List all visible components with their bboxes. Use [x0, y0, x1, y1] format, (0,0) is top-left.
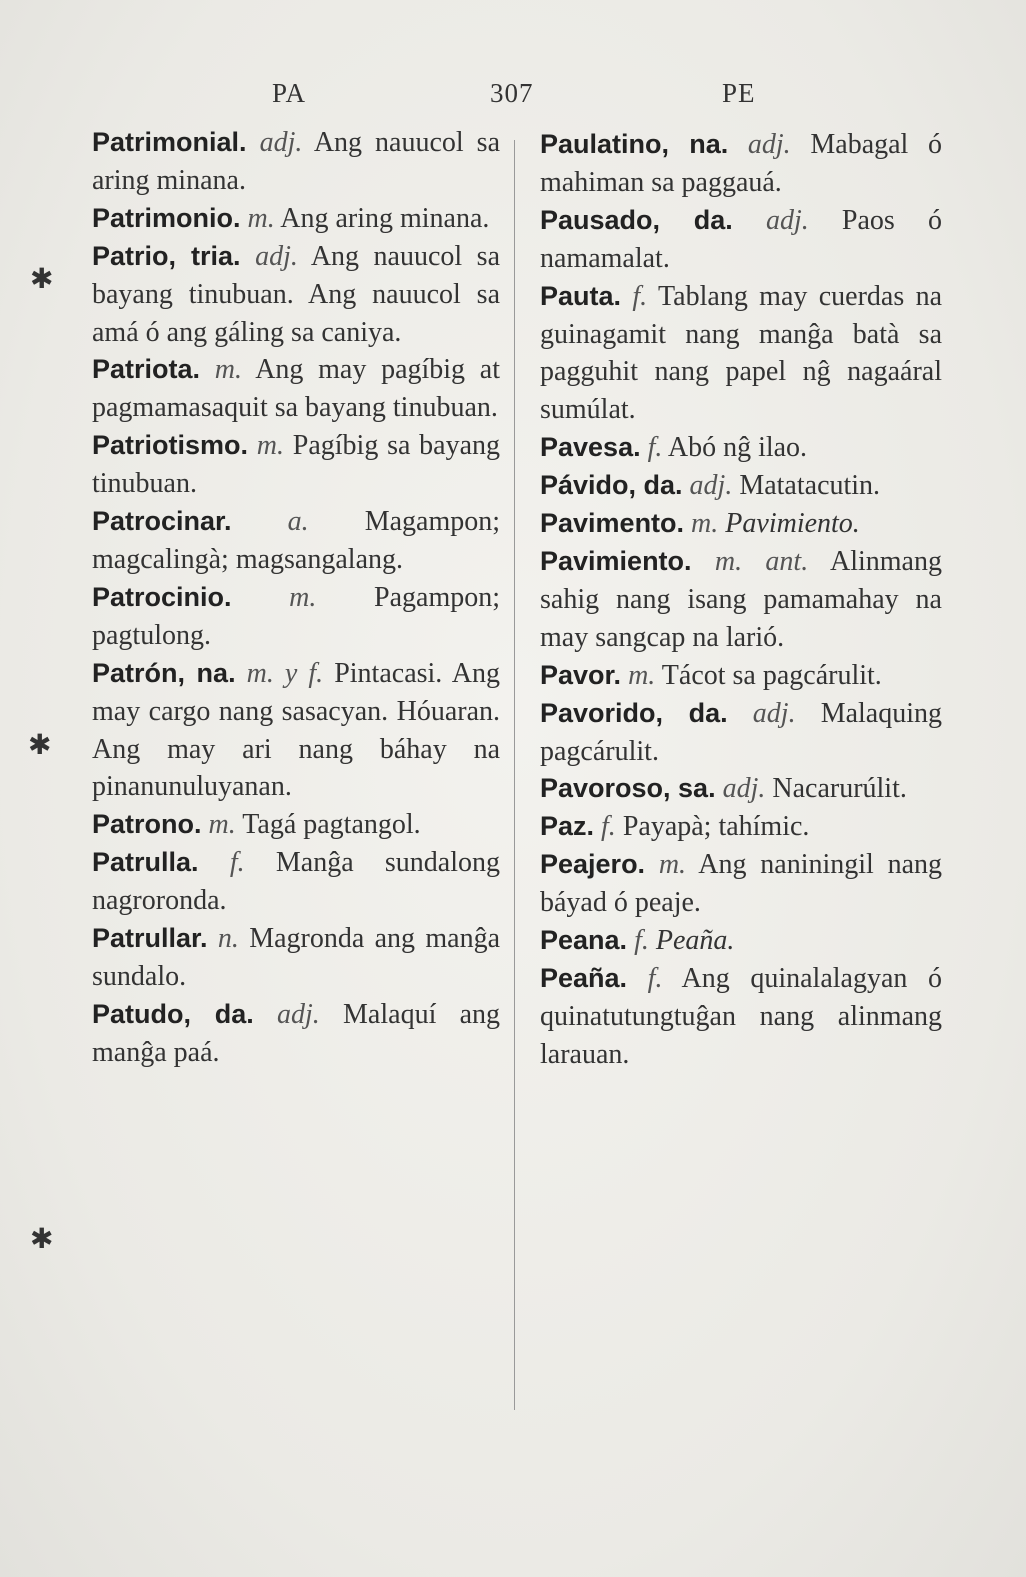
entry-definition: Pintacasi. Ang may cargo nang sasacyan. Hóuaran. Ang may ari nang báhay na pinanunuluyanan. — [92, 657, 501, 803]
dictionary-entry — [540, 846, 942, 922]
entry-definition: Alinmang sahig nang isang pamamahay na may sangcap na larió. — [540, 545, 942, 653]
entry-grammar-label: f. — [647, 962, 663, 994]
entry-definition: Manĝa sundalong nagroronda. — [92, 847, 501, 917]
entry-grammar-label: f. — [647, 432, 663, 464]
entry-grammar-label: m. — [658, 849, 687, 881]
dictionary-entry — [540, 695, 942, 771]
entry-definition: Pavimiento. — [725, 508, 860, 540]
entry-headword: Pavesa. — [540, 432, 641, 463]
dictionary-entry — [92, 503, 500, 579]
entry-headword: Patrimonio. — [92, 202, 241, 233]
dictionary-entry — [92, 351, 500, 427]
entry-headword: Pauta. — [540, 280, 622, 311]
dictionary-entry — [540, 429, 942, 467]
entry-definition: Malaquí ang manĝa paá. — [92, 998, 501, 1068]
dictionary-entry — [92, 579, 500, 655]
entry-definition: Ang quinalalagyan ó quinatutungtuĝan nang alinmang larauan. — [540, 962, 942, 1070]
dictionary-entry — [540, 960, 942, 1074]
entry-grammar-label: adj. — [765, 204, 809, 236]
entry-grammar-label: adj. — [747, 129, 791, 160]
dictionary-entry — [540, 202, 942, 278]
entry-headword: Pavimento. — [540, 508, 685, 539]
dictionary-entry — [92, 920, 500, 996]
entry-definition: Tagá pagtangol. — [242, 809, 421, 841]
entry-grammar-label: adj. — [255, 240, 298, 272]
dictionary-entry — [92, 996, 500, 1072]
entry-headword: Patrocinio. — [92, 581, 232, 612]
entry-grammar-label: adj. — [752, 697, 796, 729]
dictionary-entry — [92, 844, 500, 920]
dictionary-entry — [92, 806, 500, 844]
entry-headword: Patrocinar. — [92, 506, 232, 537]
entry-headword: Patrimonial. — [92, 127, 247, 157]
entry-headword: Patrono. — [92, 809, 202, 840]
margin-ornament-icon: ✱ — [30, 1224, 54, 1255]
entry-headword: Pavor. — [540, 659, 622, 690]
entry-definition: Ang aring minana. — [280, 202, 490, 234]
entry-grammar-label: f. — [634, 925, 649, 957]
entry-definition: Peaña. — [655, 925, 735, 957]
entry-definition: Ang nauucol sa bayang tinubuan. Ang nauucol sa amá ó ang gáling sa caniya. — [92, 240, 500, 348]
entry-grammar-label: m. ant. — [714, 545, 809, 577]
entry-definition: Tácot sa pagcárulit. — [661, 659, 882, 691]
dictionary-entry — [540, 543, 942, 657]
dictionary-entry — [92, 427, 500, 503]
entry-definition: Payapà; tahímic. — [622, 811, 810, 843]
entry-grammar-label: m. — [256, 430, 285, 462]
margin-ornament-icon: ✱ — [30, 264, 54, 295]
dictionary-entry — [92, 655, 500, 807]
entry-definition: Tablang may cuerdas na guinagamit nang manĝa batà sa pagguhit nang papel nĝ nagaáral sumúlat. — [540, 280, 943, 426]
header-left-guide: PA — [272, 78, 307, 108]
entry-headword: Peaña. — [540, 962, 628, 993]
left-column — [92, 124, 500, 1072]
entry-grammar-label: m. — [691, 508, 719, 540]
entry-grammar-label: m. y f. — [246, 657, 324, 689]
entry-definition: Paos ó namamalat. — [540, 204, 942, 274]
entry-grammar-label: m. — [289, 581, 317, 613]
entry-headword: Paz. — [540, 811, 595, 842]
margin-ornament-icon: ✱ — [28, 730, 52, 761]
entry-definition: Ang nauucol sa aring minana. — [92, 127, 500, 196]
entry-headword: Pausado, da. — [540, 204, 733, 235]
entry-definition: Magampon; magcalingà; magsangalang. — [92, 506, 500, 575]
entry-definition: Abó nĝ ilao. — [667, 432, 808, 464]
entry-headword: Pavimiento. — [540, 545, 692, 576]
entry-grammar-label: adj. — [689, 470, 733, 502]
entry-grammar-label: m. — [208, 809, 236, 841]
entry-definition: Mabagal ó mahiman sa paggauá. — [540, 129, 943, 198]
dictionary-entry — [92, 124, 500, 200]
entry-headword: Paulatino, na. — [540, 129, 729, 159]
dictionary-entry — [540, 505, 942, 543]
page-number: 307 — [490, 78, 534, 108]
running-head — [0, 78, 1026, 118]
dictionary-entry — [92, 238, 500, 352]
entry-headword: Peana. — [540, 925, 628, 956]
entry-definition: Malaquing pagcárulit. — [540, 697, 943, 767]
right-column — [540, 126, 942, 1074]
dictionary-entry — [540, 808, 942, 846]
entry-grammar-label: a. — [287, 506, 309, 538]
dictionary-entry — [540, 922, 942, 960]
dictionary-entry — [92, 200, 500, 238]
entry-headword: Patriotismo. — [92, 430, 249, 461]
entry-grammar-label: m. — [628, 659, 656, 691]
dictionary-entry — [540, 278, 942, 430]
entry-grammar-label: m. — [214, 354, 242, 386]
entry-grammar-label: f. — [601, 811, 616, 843]
entry-grammar-label: n. — [217, 923, 239, 955]
dictionary-entry — [540, 770, 942, 808]
entry-headword: Patrón, na. — [92, 657, 236, 688]
column-divider — [514, 140, 515, 1410]
entry-headword: Patudo, da. — [92, 998, 254, 1029]
entry-grammar-label: adj. — [259, 127, 303, 158]
entry-headword: Patrio, tria. — [92, 240, 241, 271]
dictionary-entry — [540, 657, 942, 695]
entry-headword: Patrullar. — [92, 923, 208, 954]
dictionary-entry — [540, 126, 942, 202]
entry-headword: Pavorido, da. — [540, 697, 728, 728]
entry-grammar-label: adj. — [277, 998, 320, 1030]
entry-definition: Matatacutin. — [739, 470, 881, 502]
entry-definition: Pagíbig sa bayang tinubuan. — [92, 430, 500, 500]
entry-definition: Magronda ang manĝa sundalo. — [92, 923, 501, 992]
entry-grammar-label: f. — [632, 280, 648, 312]
entry-grammar-label: m. — [247, 202, 275, 234]
entry-headword: Peajero. — [540, 849, 646, 880]
entry-headword: Pávido, da. — [540, 470, 683, 501]
entry-definition: Nacarurúlit. — [772, 773, 907, 805]
entry-headword: Pavoroso, sa. — [540, 773, 716, 804]
entry-definition: Pagampon; pagtulong. — [92, 581, 501, 651]
entry-headword: Patrulla. — [92, 847, 199, 878]
dictionary-entry — [540, 467, 942, 505]
entry-headword: Patriota. — [92, 354, 201, 385]
entry-definition: Ang may pagíbig at pagmamasaquit sa bayang tinubuan. — [92, 354, 500, 424]
header-right-guide: PE — [722, 78, 756, 108]
entry-grammar-label: f. — [229, 847, 245, 879]
entry-grammar-label: adj. — [722, 773, 766, 805]
entry-definition: Ang naniningil nang báyad ó peaje. — [540, 849, 942, 919]
